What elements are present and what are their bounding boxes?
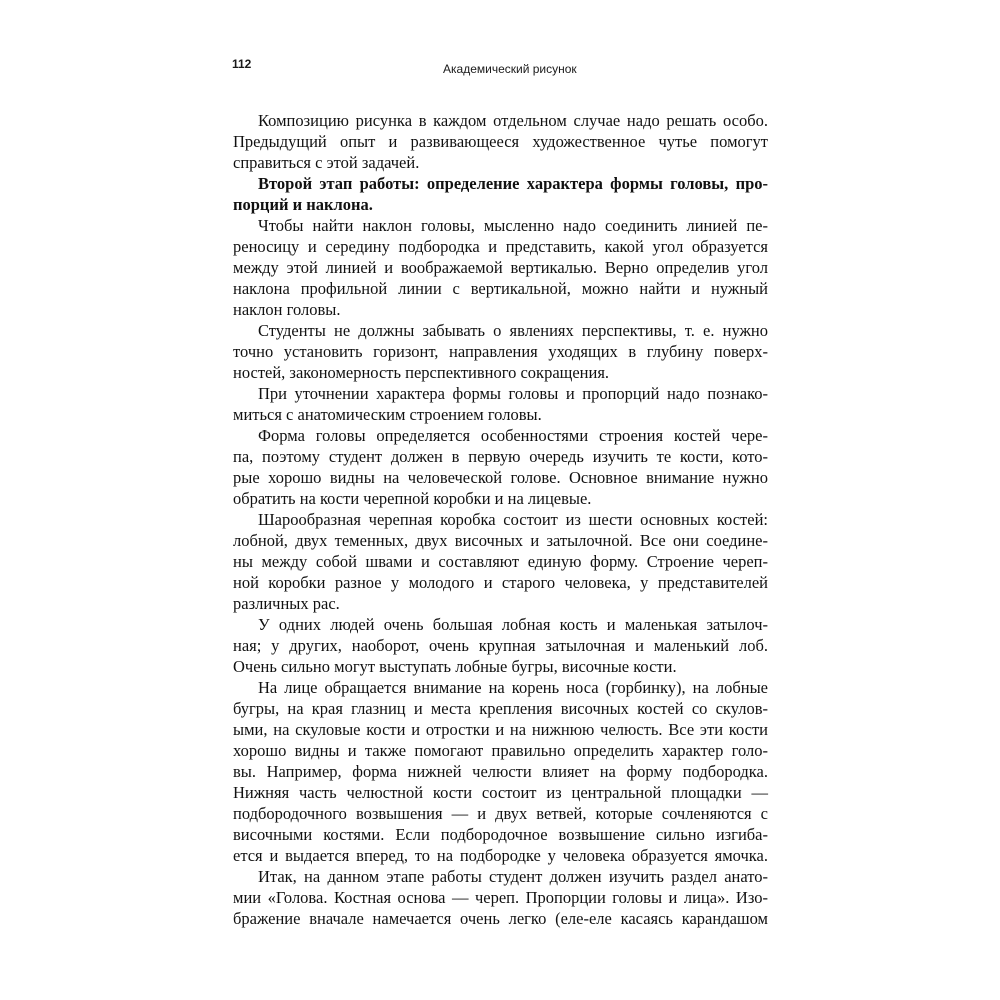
text-line: Очень сильно могут выступать лобные бугры, височные кости. xyxy=(233,657,677,676)
text-line: ется и выдается вперед, то на подбородке у человека образуется ямочка. xyxy=(233,846,768,865)
text-line: Нижняя часть челюстной кости состоит из центральной площадки — xyxy=(233,783,768,802)
text-line: Чтобы найти наклон головы, мысленно надо соединить линией пе- xyxy=(258,216,768,235)
text-line: Итак, на данном этапе работы студент должен изучить раздел анато- xyxy=(258,867,768,886)
text-line: наклон головы. xyxy=(233,300,341,319)
text-line: порций и наклона. xyxy=(233,195,373,214)
text-line: Второй этап работы: определение характера формы головы, про- xyxy=(258,174,768,193)
text-line: вы. Например, форма нижней челюсти влияет на форму подбородка. xyxy=(233,762,768,781)
text-line: височными костями. Если подбородочное возвышение сильно изгиба- xyxy=(233,825,768,844)
text-line: мии «Голова. Костная основа — череп. Пропорции головы и лица». Изо- xyxy=(233,888,768,907)
text-line: обратить на кости черепной коробки и на лицевые. xyxy=(233,489,592,508)
text-line: бражение вначале намечается очень легко (еле-еле касаясь карандашом xyxy=(233,909,768,928)
text-line: подбородочного возвышения — и двух ветвей, которые сочленяются с xyxy=(233,804,768,823)
text-line: Шарообразная черепная коробка состоит из шести основных костей: xyxy=(258,510,768,529)
body-text xyxy=(233,110,768,929)
text-line: При уточнении характера формы головы и пропорций надо познако- xyxy=(258,384,768,403)
text-line: точно установить горизонт, направления уходящих в глубину поверх- xyxy=(233,342,768,361)
text-line: бугры, на края глазниц и места крепления височных костей со скулов- xyxy=(233,699,768,718)
text-line: различных рас. xyxy=(233,594,340,613)
text-line: миться с анатомическим строением головы. xyxy=(233,405,542,424)
text-line: Форма головы определяется особенностями строения костей чере- xyxy=(258,426,768,445)
text-line: Студенты не должны забывать о явлениях перспективы, т. е. нужно xyxy=(258,321,768,340)
text-line: па, поэтому студент должен в первую очередь изучить те кости, кото- xyxy=(233,447,768,466)
page-number: 112 xyxy=(232,57,252,71)
text-line: ная; у других, наоборот, очень крупная затылочная и маленький лоб. xyxy=(233,636,768,655)
text-line: Композицию рисунка в каждом отдельном случае надо решать особо. xyxy=(258,111,768,130)
text-line: ной коробки разное у молодого и старого человека, у представителей xyxy=(233,573,768,592)
text-line: между этой линией и воображаемой вертикалью. Верно определив угол xyxy=(233,258,768,277)
text-line: Предыдущий опыт и развивающееся художественное чутье помогут xyxy=(233,132,768,151)
text-line: лобной, двух теменных, двух височных и затылочной. Все они соедине- xyxy=(233,531,768,550)
text-line: рые хорошо видны на человеческой голове. Основное внимание нужно xyxy=(233,468,768,487)
text-line: хорошо видны и также помогают правильно определить характер голо- xyxy=(233,741,768,760)
running-title: Академический рисунок xyxy=(443,62,577,76)
text-line: ны между собой швами и составляют единую форму. Строение череп- xyxy=(233,552,768,571)
text-line: На лице обращается внимание на корень носа (горбинку), на лобные xyxy=(258,678,768,697)
text-line: ностей, закономерность перспективного сокращения. xyxy=(233,363,610,382)
text-line: реносицу и середину подбородка и представить, какой угол образуется xyxy=(233,237,768,256)
text-line: ыми, на скуловые кости и отростки и на нижнюю челюсть. Все эти кости xyxy=(233,720,768,739)
text-line: наклона профильной линии с вертикальной, можно найти и нужный xyxy=(233,279,768,298)
text-line: У одних людей очень большая лобная кость и маленькая затылоч- xyxy=(258,615,768,634)
text-line: справиться с этой задачей. xyxy=(233,153,420,172)
